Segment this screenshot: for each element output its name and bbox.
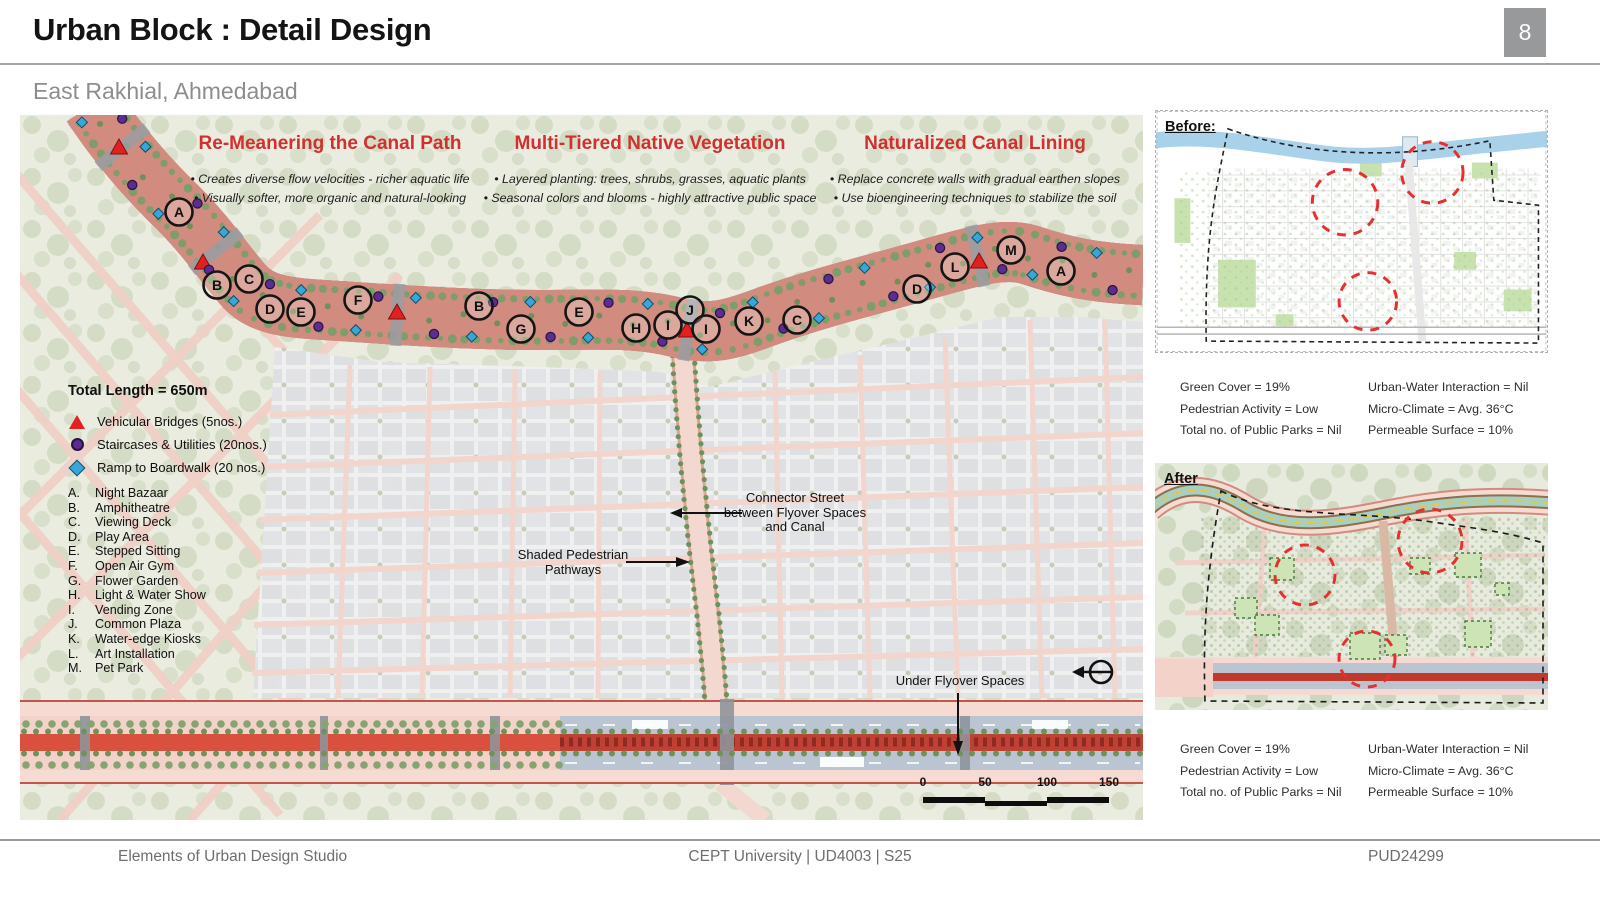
- legend-item-key: G.: [68, 573, 82, 588]
- stat: Total no. of Public Parks = Nil: [1180, 423, 1342, 437]
- label-line: and Canal: [765, 519, 825, 535]
- legend-item: [68, 486, 348, 501]
- svg-text:L: L: [950, 258, 960, 275]
- stat: Green Cover = 19%: [1180, 380, 1290, 394]
- stat: Pedestrian Activity = Low: [1180, 401, 1319, 416]
- scale-bar-segment: [1047, 797, 1109, 803]
- letter-marker: [693, 316, 720, 343]
- after-label: After: [1164, 471, 1198, 487]
- legend-item: [68, 515, 348, 530]
- svg-text:E: E: [296, 303, 306, 320]
- legend-symbol-label: Vehicular Bridges (5nos.): [97, 414, 243, 429]
- legend-item-label: Open Air Gym: [95, 558, 175, 573]
- letter-marker: [998, 237, 1025, 264]
- stats-column: [1368, 380, 1548, 445]
- legend-symbol-row: [68, 410, 348, 433]
- stat: Pedestrian Activity = Low: [1180, 763, 1319, 778]
- legend-items: [68, 486, 348, 676]
- after-stats: [1180, 742, 1548, 807]
- svg-text:J: J: [686, 301, 694, 318]
- scalebar-tick: 50: [978, 775, 992, 789]
- circle-icon: [68, 438, 86, 451]
- scalebar-tick: 150: [1098, 775, 1120, 789]
- label-line: Shaded Pedestrian: [517, 547, 629, 562]
- map-legend: [68, 383, 348, 676]
- letter-marker: [257, 296, 284, 323]
- legend-item-label: Night Bazaar: [95, 486, 168, 500]
- stat: Urban-Water Interaction = Nil: [1368, 742, 1529, 756]
- concept-title: Re-Meanering the Canal Path: [198, 133, 462, 154]
- svg-text:D: D: [264, 300, 276, 317]
- concept-block: [805, 133, 1145, 208]
- concept-bullet: • Layered planting: trees, shrubs, grasses, aquatic plants: [494, 172, 806, 186]
- staircase-marker: [998, 265, 1007, 274]
- stat: Micro-Climate = Avg. 36°C: [1368, 401, 1514, 416]
- svg-text:A: A: [1055, 262, 1067, 279]
- staircase-marker: [604, 298, 613, 307]
- legend-item-key: F.: [68, 558, 78, 573]
- concept-bullet: • Visually softer, more organic and natural-looking: [193, 191, 467, 206]
- staircase-marker: [314, 322, 323, 331]
- footer-divider: [0, 839, 1600, 841]
- concept-bullets: [805, 170, 1145, 208]
- letter-marker: [942, 254, 969, 281]
- svg-text:I: I: [704, 320, 708, 337]
- legend-item: [68, 617, 348, 632]
- legend-item-label: Amphitheatre: [95, 500, 170, 515]
- stat: Green Cover = 19%: [1180, 742, 1290, 756]
- flyover-corridor: [20, 699, 1143, 785]
- legend-symbol-label: Ramp to Boardwalk (20 nos.): [97, 460, 266, 475]
- legend-item-key: D.: [68, 529, 81, 544]
- legend-item-key: A.: [68, 486, 80, 500]
- legend-item-label: Common Plaza: [95, 617, 182, 632]
- concept-title: Multi-Tiered Native Vegetation: [514, 133, 786, 154]
- scalebar-tick: 100: [1036, 775, 1058, 789]
- concept-title: Naturalized Canal Lining: [864, 133, 1086, 154]
- legend-item-label: Play Area: [95, 529, 149, 544]
- title-divider: [0, 63, 1600, 65]
- svg-text:B: B: [473, 297, 485, 314]
- label-line: Pathways: [544, 561, 602, 577]
- staircase-marker: [429, 329, 438, 338]
- legend-item: [68, 632, 348, 647]
- staircase-marker: [935, 243, 944, 252]
- page-subtitle: East Rakhial, Ahmedabad: [33, 78, 298, 104]
- legend-item: [68, 661, 348, 676]
- letter-marker: [904, 276, 931, 303]
- legend-symbol-row: [68, 433, 348, 456]
- label-line: between Flyover Spaces: [723, 504, 867, 520]
- footer-code: PUD24299: [1368, 848, 1444, 865]
- letter-marker: [236, 266, 263, 293]
- stat: Total no. of Public Parks = Nil: [1180, 785, 1342, 799]
- label-line: Connector Street: [745, 490, 845, 505]
- svg-text:E: E: [574, 303, 584, 320]
- footer-university: CEPT University | UD4003 | S25: [688, 848, 912, 865]
- concept-block: [160, 133, 500, 208]
- legend-symbols: [68, 410, 348, 479]
- staircase-marker: [374, 292, 383, 301]
- legend-item-label: Stepped Sitting: [95, 544, 181, 559]
- staircase-marker: [265, 280, 274, 289]
- letter-marker: [508, 316, 535, 343]
- concept-bullets: [480, 170, 820, 208]
- scale-bar-segment: [923, 797, 985, 803]
- stats-column: [1180, 742, 1368, 807]
- legend-item: [68, 647, 348, 662]
- legend-item: [68, 501, 348, 516]
- svg-text:H: H: [630, 319, 642, 336]
- staircase-marker: [546, 332, 555, 341]
- concept-bullet: • Seasonal colors and blooms - highly attractive public space: [483, 191, 817, 206]
- after-map-panel: [1155, 463, 1548, 710]
- legend-item-label: Viewing Deck: [95, 515, 172, 530]
- scalebar-tick: 0: [919, 775, 927, 789]
- before-map: [1156, 111, 1547, 352]
- svg-text:M: M: [1005, 241, 1017, 258]
- diamond-icon: [68, 462, 86, 474]
- stats-column: [1368, 742, 1548, 807]
- concept-block: [480, 133, 820, 208]
- legend-item-key: H.: [68, 588, 81, 603]
- legend-item-label: Art Installation: [95, 646, 175, 661]
- legend-symbol-label: Staircases & Utilities (20nos.): [97, 437, 267, 452]
- svg-text:B: B: [211, 276, 223, 293]
- letter-marker: [1048, 258, 1075, 285]
- legend-item-key: I.: [68, 602, 75, 617]
- page-title: Urban Block : Detail Design: [33, 12, 432, 47]
- staircase-marker: [118, 115, 127, 123]
- legend-item-key: E.: [68, 544, 80, 559]
- concept-bullets: [160, 170, 500, 208]
- after-flyover: [1155, 657, 1548, 697]
- footer-studio: Elements of Urban Design Studio: [118, 848, 348, 865]
- legend-item: [68, 574, 348, 589]
- legend-item: [68, 530, 348, 545]
- legend-item-label: Water-edge Kiosks: [95, 631, 201, 646]
- staircase-marker: [128, 180, 137, 189]
- stat: Urban-Water Interaction = Nil: [1368, 380, 1529, 394]
- svg-text:A: A: [173, 203, 185, 220]
- legend-item-key: C.: [68, 515, 81, 530]
- legend-item-label: Vending Zone: [95, 602, 173, 617]
- before-label: Before:: [1165, 119, 1216, 135]
- svg-text:I: I: [666, 316, 670, 333]
- before-map-panel: [1155, 110, 1548, 353]
- label-shaded-pathways: [493, 548, 653, 577]
- svg-text:C: C: [791, 311, 803, 328]
- triangle-icon: [68, 415, 86, 429]
- stat: Permeable Surface = 10%: [1368, 423, 1513, 437]
- letter-marker: [623, 315, 650, 342]
- letter-marker: [784, 307, 811, 334]
- staircase-marker: [715, 308, 724, 317]
- staircase-marker: [1108, 285, 1117, 294]
- scale-bar-segment: [985, 801, 1047, 806]
- legend-item-key: J.: [68, 617, 78, 632]
- legend-item-key: L.: [68, 646, 79, 661]
- letter-marker: [466, 293, 493, 320]
- legend-item-label: Light & Water Show: [95, 588, 206, 603]
- legend-item-key: K.: [68, 631, 80, 646]
- legend-symbol-row: [68, 456, 348, 479]
- staircase-marker: [824, 274, 833, 283]
- letter-marker: [566, 299, 593, 326]
- stat: Permeable Surface = 10%: [1368, 785, 1513, 799]
- stat: Micro-Climate = Avg. 36°C: [1368, 763, 1514, 778]
- legend-item-label: Pet Park: [95, 661, 144, 676]
- after-map: [1155, 463, 1548, 710]
- legend-item: [68, 588, 348, 603]
- svg-text:D: D: [911, 280, 923, 297]
- legend-item-label: Flower Garden: [95, 573, 179, 588]
- before-stats: [1180, 380, 1548, 445]
- staircase-marker: [1057, 242, 1066, 251]
- svg-text:K: K: [743, 312, 755, 329]
- letter-marker: [288, 299, 315, 326]
- legend-title: Total Length = 650m: [68, 383, 208, 399]
- label-under-flyover: Under Flyover Spaces: [895, 673, 1025, 688]
- legend-item: [68, 559, 348, 574]
- staircase-marker: [889, 292, 898, 301]
- letter-marker: [345, 287, 372, 314]
- legend-item: [68, 544, 348, 559]
- letter-marker: [736, 308, 763, 335]
- legend-item: [68, 603, 348, 618]
- letter-marker: [204, 272, 231, 299]
- concept-bullet: • Replace concrete walls with gradual earthen slopes: [829, 172, 1121, 186]
- label-connector-street: [685, 491, 905, 535]
- legend-item-key: M.: [68, 661, 82, 676]
- stats-column: [1180, 380, 1368, 445]
- svg-text:F: F: [353, 291, 363, 308]
- svg-text:C: C: [243, 270, 255, 287]
- master-plan-map: [20, 115, 1143, 820]
- concept-bullet: • Creates diverse flow velocities - richer aquatic life: [190, 172, 470, 186]
- svg-text:G: G: [515, 320, 527, 337]
- concept-bullet: • Use bioengineering techniques to stabilize the soil: [833, 191, 1117, 206]
- page-number-badge: 8: [1504, 8, 1546, 57]
- scale-bar: [919, 775, 1120, 809]
- legend-item-key: B.: [68, 500, 80, 515]
